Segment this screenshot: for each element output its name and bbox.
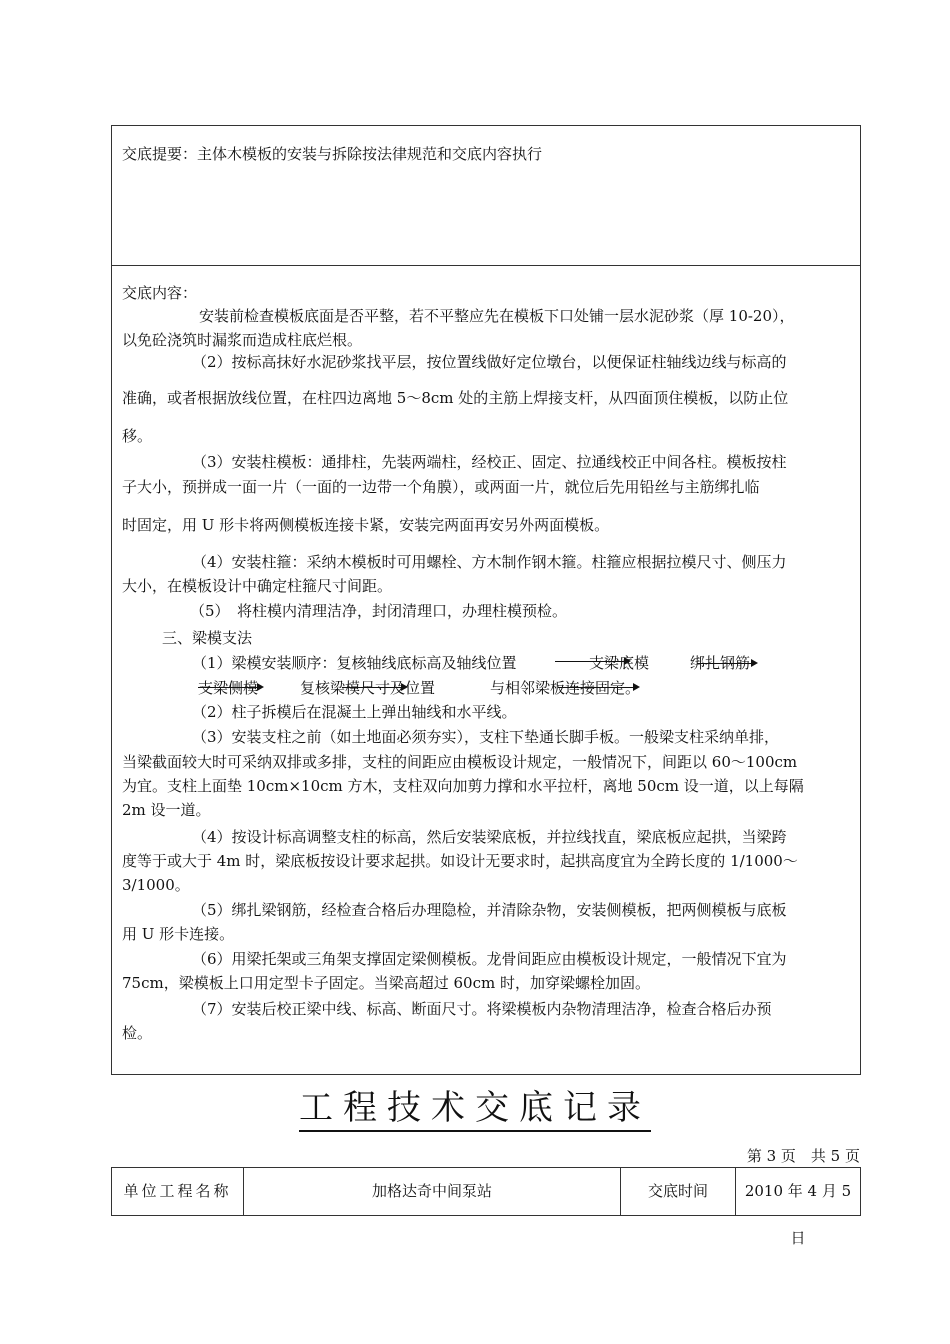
content-line: 移。: [122, 427, 153, 445]
arrow-icon: [342, 687, 402, 688]
content-line: （4）安装柱箍：采纳木模板时可用螺栓、方木制作钢木箍。柱箍应根据拉模尺寸、侧压力: [192, 553, 787, 571]
arrow-icon: [198, 687, 258, 688]
content-line: （2）按标高抹好水泥砂浆找平层，按位置线做好定位墩台，以便保证柱轴线边线与标高的: [192, 353, 787, 371]
content-line: 子大小，预拼成一面一片（一面的一边带一个角膜），或两面一片，就位后先用铅丝与主筋绑扎临: [122, 478, 760, 496]
content-line: 三、梁模支法: [162, 629, 253, 647]
content-line: （4）按设计标高调整支柱的标高，然后安装梁底板，并拉线找直，梁底板应起拱，当梁跨: [192, 828, 787, 846]
unit-name-value: 加格达奇中间泵站: [244, 1168, 621, 1215]
unit-name-label: 单位工程名称: [112, 1168, 244, 1215]
content-label: 交底内容：: [122, 284, 198, 302]
content-line: （7）安装后校正梁中线、标高、断面尺寸。将梁模板内杂物清理洁净，检查合格后办预: [192, 1000, 772, 1018]
page-title-text: 工程技术交底记录: [299, 1088, 651, 1132]
arrow-icon: [558, 687, 634, 688]
content-line: （3）安装柱模板：通排柱，先装两端柱，经校正、固定、拉通线校正中间各柱。模板按柱: [192, 453, 787, 471]
content-line: （1）梁模安装顺序：复核轴线底标高及轴线位置: [192, 654, 517, 672]
content-line: 以免砼浇筑时漏浆而造成柱底烂根。: [122, 331, 363, 349]
content-line: 用 U 形卡连接。: [122, 925, 235, 943]
content-line: 3/1000。: [122, 876, 190, 894]
page-title: [0, 1080, 950, 1129]
info-table: [111, 1167, 861, 1247]
summary-box: [111, 125, 861, 266]
content-line: 度等于或大于 4m 时，梁底板按设计要求起拱。如设计无要求时，起拱高度宜为全跨长度的 1/1000～: [122, 852, 798, 870]
content-line: 时固定，用 U 形卡将两侧模板连接卡紧，安装完两面再安另外两面模板。: [122, 516, 610, 534]
content-line: （5） 将柱模内清理洁净，封闭清理口，办理柱模预检。: [190, 602, 568, 620]
content-line: （6）用梁托架或三角架支撑固定梁侧模板。龙骨间距应由模板设计规定，一般情况下宜为: [192, 950, 787, 968]
content-line: 为宜。支柱上面垫 10cm×10cm 方木，支柱双向加剪力撑和水平拉杆，离地 50cm 设一道，以上每隔: [122, 777, 804, 795]
content-line: 支梁侧模: [198, 679, 259, 697]
content-box: [111, 265, 861, 1075]
content-line: 支梁底模: [589, 654, 650, 672]
content-line: 2m 设一道。: [122, 801, 211, 819]
page-number: 第 3 页 共 5 页: [746, 1147, 860, 1165]
content-line: 检。: [122, 1024, 153, 1042]
content-line: 75cm，梁模板上口用定型卡子固定。当梁高超过 60cm 时，加穿梁螺栓加固。: [122, 974, 650, 992]
time-label: 交底时间: [621, 1168, 736, 1215]
content-line: 安装前检查模板底面是否平整，若不平整应先在模板下口处铺一层水泥砂浆（厚 10-20），: [199, 307, 795, 325]
content-line: 大小，在模板设计中确定柱箍尺寸间距。: [122, 577, 393, 595]
content-line: 绑扎钢筋: [690, 654, 751, 672]
content-line: 与相邻梁板连接固定。: [490, 679, 641, 697]
content-line: （3）安装支柱之前（如土地面必须夯实），支柱下垫通长脚手板。一般梁支柱采纳单排，: [192, 728, 780, 746]
summary-label: 交底提要：主体木模板的安装与拆除按法律规范和交底内容执行: [122, 145, 543, 163]
content-line: （5）绑扎梁钢筋，经检查合格后办理隐检，并清除杂物，安装侧模板，把两侧模板与底板: [192, 901, 787, 919]
time-value: 2010 年 4 月 5 日: [744, 1182, 852, 1247]
content-line: 复核梁模尺寸及位置: [300, 679, 436, 697]
content-line: 准确，或者根据放线位置，在柱四边离地 5～8cm 处的主筋上焊接支杆，从四面顶住模板，以防止位: [122, 389, 789, 407]
content-line: 当梁截面较大时可采纳双排或多排，支柱的间距应由模板设计规定，一般情况下，间距以 60～100cm: [122, 753, 798, 771]
content-line: （2）柱子拆模后在混凝土上弹出轴线和水平线。: [192, 703, 517, 721]
arrow-icon: [697, 663, 752, 664]
